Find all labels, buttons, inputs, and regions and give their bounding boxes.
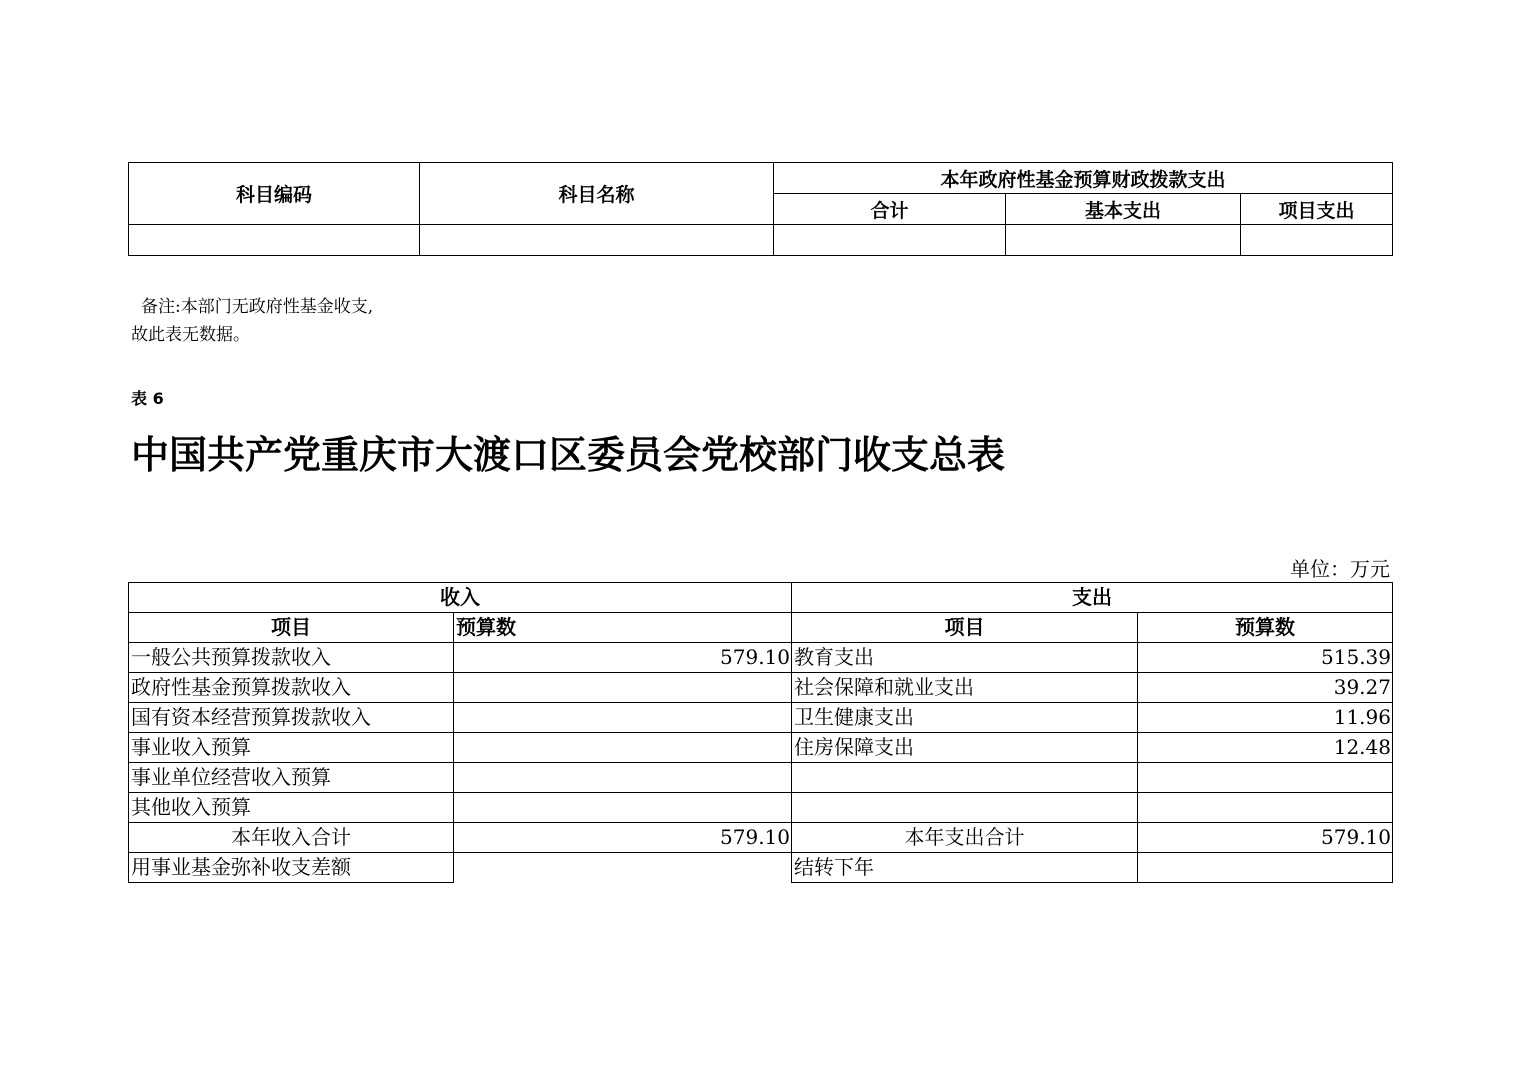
expense-value: 39.27 [1138, 673, 1393, 703]
empty-cell [454, 853, 792, 883]
total-expense-value: 579.10 [1138, 823, 1393, 853]
expense-value: 12.48 [1138, 733, 1393, 763]
income-value [454, 703, 792, 733]
expense-item-header: 项目 [792, 613, 1138, 643]
income-item: 事业收入预算 [129, 733, 454, 763]
header-basic-expense: 基本支出 [1006, 194, 1241, 225]
income-header: 收入 [129, 583, 792, 613]
expense-item: 社会保障和就业支出 [792, 673, 1138, 703]
empty-cell [1241, 225, 1393, 256]
gov-fund-table [128, 162, 1393, 256]
table-row [129, 703, 1393, 733]
expense-value [1138, 793, 1393, 823]
income-item: 国有资本经营预算拨款收入 [129, 703, 454, 733]
page-title: 中国共产党重庆市大渡口区委员会党校部门收支总表 [131, 433, 1006, 477]
empty-cell [420, 225, 774, 256]
table-row [129, 673, 1393, 703]
expense-item [792, 793, 1138, 823]
income-value [454, 793, 792, 823]
empty-cell [129, 225, 420, 256]
table-row [129, 733, 1393, 763]
table-label: 表 6 [131, 389, 164, 408]
empty-cell [1138, 853, 1393, 883]
expense-item: 卫生健康支出 [792, 703, 1138, 733]
table-row [129, 853, 1393, 883]
header-subject-name: 科目名称 [420, 163, 774, 225]
header-gov-fund-expense: 本年政府性基金预算财政拨款支出 [774, 163, 1393, 194]
income-item: 用事业基金弥补收支差额 [129, 853, 454, 883]
expense-budget-header: 预算数 [1138, 613, 1393, 643]
expense-value [1138, 763, 1393, 793]
table-row [129, 225, 1393, 256]
income-value [454, 763, 792, 793]
empty-cell [774, 225, 1006, 256]
total-income-value: 579.10 [454, 823, 792, 853]
total-income-label: 本年收入合计 [129, 823, 454, 853]
income-expense-table [128, 582, 1393, 883]
expense-value: 515.39 [1138, 643, 1393, 673]
table-row [129, 763, 1393, 793]
income-item: 其他收入预算 [129, 793, 454, 823]
note-line-1: 备注:本部门无政府性基金收支, [141, 297, 374, 317]
note-line-2: 故此表无数据。 [131, 325, 250, 345]
total-expense-label: 本年支出合计 [792, 823, 1138, 853]
expense-item: 住房保障支出 [792, 733, 1138, 763]
header-project-expense: 项目支出 [1241, 194, 1393, 225]
expense-item: 结转下年 [792, 853, 1138, 883]
income-budget-header: 预算数 [454, 613, 792, 643]
expense-item [792, 763, 1138, 793]
income-item-header: 项目 [129, 613, 454, 643]
header-subject-code: 科目编码 [129, 163, 420, 225]
income-item: 政府性基金预算拨款收入 [129, 673, 454, 703]
income-item: 事业单位经营收入预算 [129, 763, 454, 793]
income-value: 579.10 [454, 643, 792, 673]
expense-item: 教育支出 [792, 643, 1138, 673]
header-total: 合计 [774, 194, 1006, 225]
table-row [129, 793, 1393, 823]
unit-label: 单位：万元 [1290, 557, 1390, 581]
expense-header: 支出 [792, 583, 1393, 613]
table-row [129, 643, 1393, 673]
income-value [454, 673, 792, 703]
income-value [454, 733, 792, 763]
income-item: 一般公共预算拨款收入 [129, 643, 454, 673]
total-row [129, 823, 1393, 853]
expense-value: 11.96 [1138, 703, 1393, 733]
empty-cell [1006, 225, 1241, 256]
